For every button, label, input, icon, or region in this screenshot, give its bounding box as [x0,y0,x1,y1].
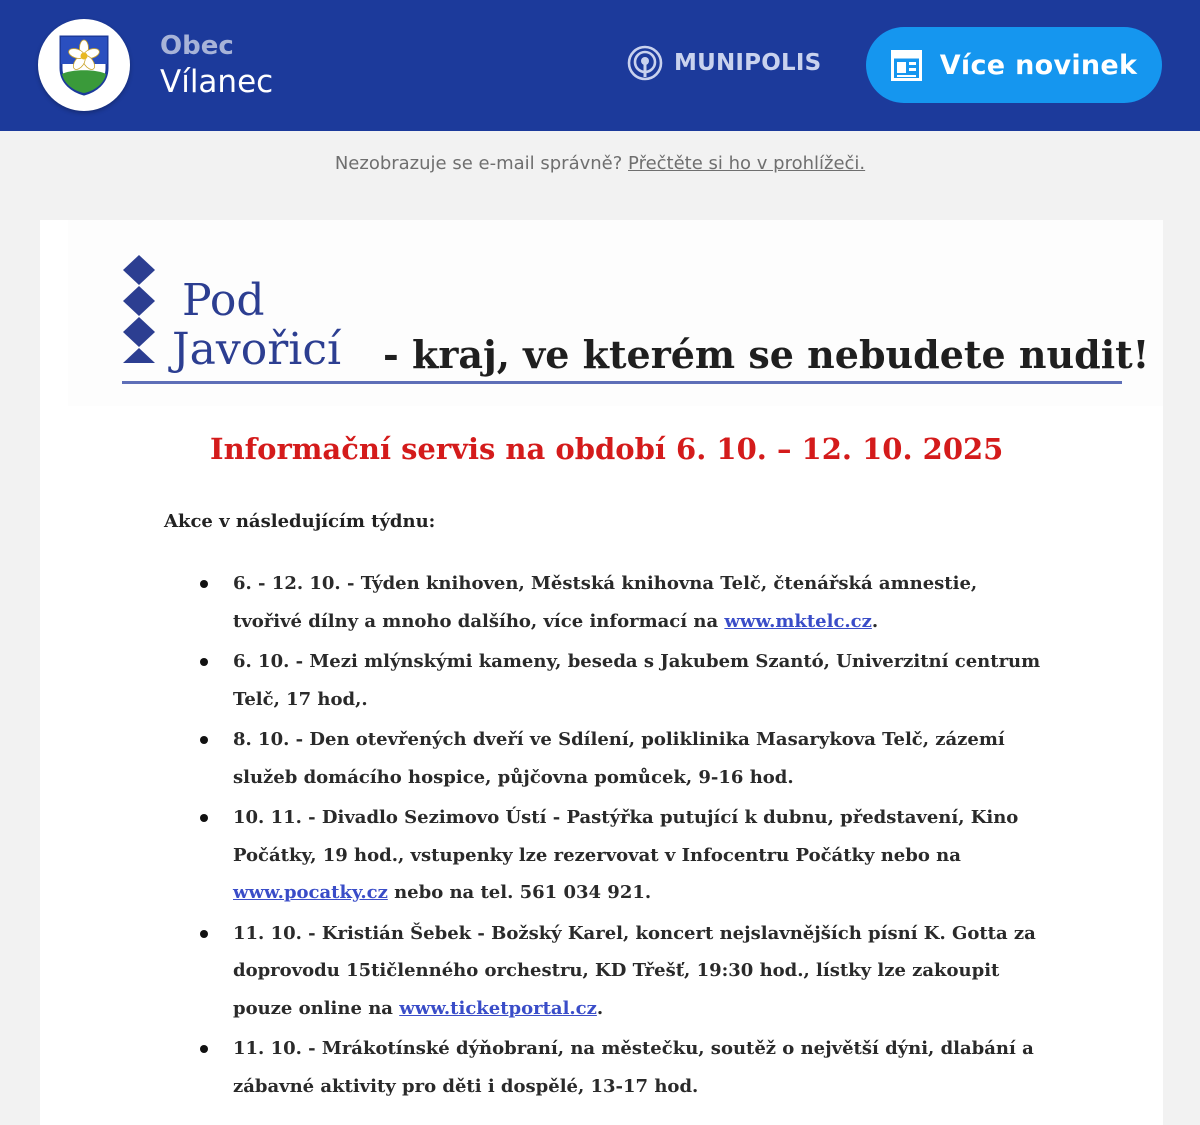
notice-text: Nezobrazuje se e-mail správně? [334,153,623,174]
region-name-line2: Javořicí [172,324,342,375]
browser-view-notice [0,153,1200,174]
event-item [200,915,1050,1028]
bullet-icon [200,658,208,666]
region-name-line1: Pod [182,275,265,326]
event-item [200,643,1050,718]
event-text-after: . [871,610,879,632]
provider-name: MUNIPOLIS [674,50,822,76]
view-in-browser-link[interactable]: Přečtěte si ho v prohlížeči. [628,153,866,174]
email-header [0,0,1200,131]
event-text-after: . [596,997,604,1019]
bullet-icon [200,930,208,938]
munipolis-brand[interactable] [626,44,821,82]
bulletin-title: Informační servis na období 6. 10. – 12. 10. 2025 [210,432,1004,466]
event-text: 11. 10. - Kristián Šebek - Božský Karel, koncert nejslavnějších písní K. Gotta za doprovodu 15tičlenného orchestru, KD Třešť, 19:30 hod., lístky lze zakoupit pouze online na [233,922,1036,1019]
banner-divider [122,381,1122,384]
bullet-icon [200,814,208,822]
event-item [200,565,1050,640]
region-diamonds-logo [122,255,156,369]
event-item [200,799,1050,912]
more-news-button[interactable] [866,27,1162,103]
broadcast-icon [626,44,664,82]
event-text: 11. 10. - Mrákotínské dýňobraní, na městečku, soutěž o největší dýni, dlabání a zábavné aktivity pro děti i dospělé, 13-17 hod. [233,1038,1034,1097]
org-name: Vílanec [160,64,274,100]
event-text: 8. 10. - Den otevřených dveří ve Sdílení, poliklinika Masarykova Telč, zázemí služeb domácího hospice, půjčovna pomůcek, 9-16 hod. [233,729,1005,788]
event-link[interactable]: www.pocatky.cz [233,882,388,903]
event-item [200,721,1050,796]
bullet-icon [200,580,208,588]
org-type-label: Obec [160,31,234,61]
more-news-label: Více novinek [939,49,1138,81]
events-list [200,565,1050,1108]
event-text-after: nebo na tel. 561 034 921. [387,882,652,903]
event-text: 6. - 12. 10. - Týden knihoven, Městská knihovna Telč, čtenářská amnestie, tvořivé dílny a mnoho dalšího, více informací na [233,573,978,632]
coat-of-arms-icon [57,34,111,96]
bullet-icon [200,1045,208,1053]
event-text: 6. 10. - Mezi mlýnskými kameny, beseda s Jakubem Szantó, Univerzitní centrum Telč, 17 hod,. [233,651,1041,710]
newsletter-content [40,220,1163,1125]
bullet-icon [200,736,208,744]
event-item [200,1030,1050,1105]
event-link[interactable]: www.mktelc.cz [724,610,872,632]
municipality-logo[interactable] [38,19,130,111]
region-slogan: - kraj, ve kterém se nebudete nudit! [383,332,1150,377]
event-text: 10. 11. - Divadlo Sezimovo Ústí - Pastýřka putující k dubnu, představení, Kino Počátky, 19 hod., vstupenky lze rezervovat v Infocentru Počátky nebo na [233,807,1019,866]
events-heading: Akce v následujícím týdnu: [164,511,436,532]
event-link[interactable]: www.ticketportal.cz [399,997,597,1019]
newspaper-icon [891,50,922,81]
